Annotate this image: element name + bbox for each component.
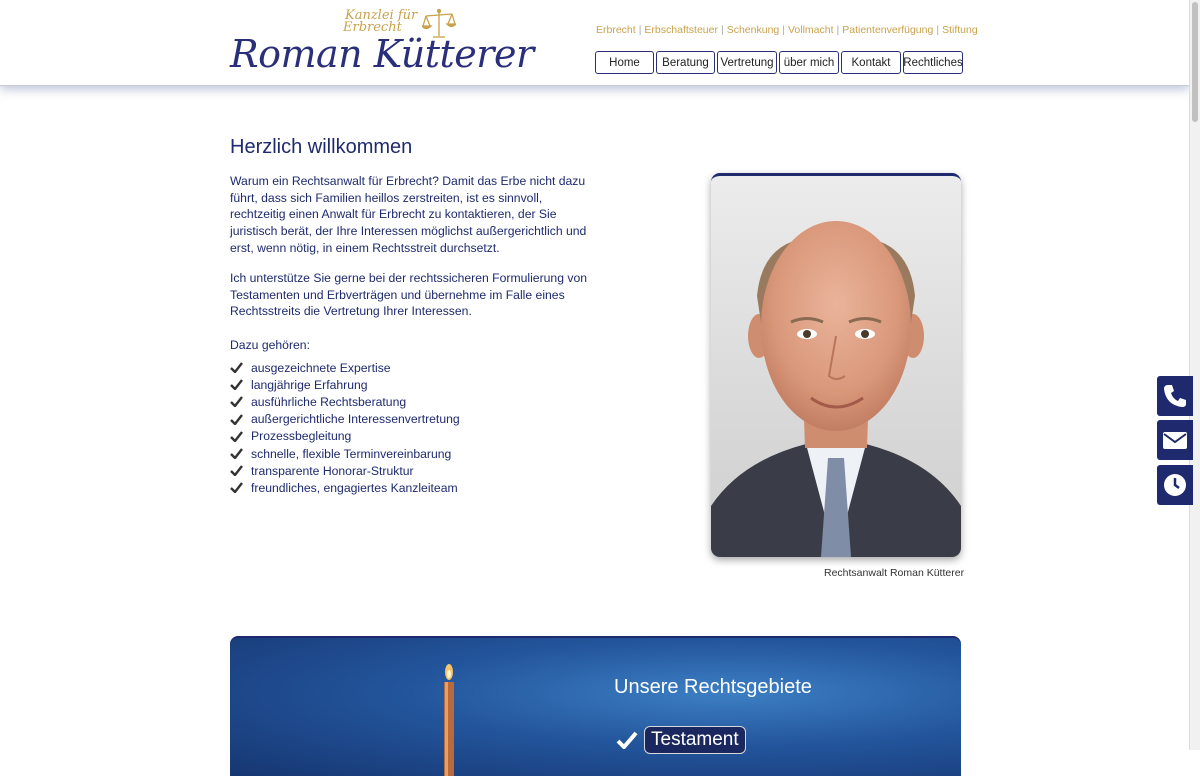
check-icon <box>230 362 243 373</box>
intro-paragraph: Warum ein Rechtsanwalt für Erbrecht? Damit das Erbe nicht dazu führt, dass sich Familien heillos zerstreiten, ist es sinnvoll, rechtzeitig einen Anwalt für Erbrecht zu kontaktieren, der Sie juristisch berät, der Ihre Interessen möglichst außergerichtlich und erst, wenn nötig, in einem Rechtsstreit durchsetzt. <box>230 174 587 255</box>
candle-image <box>442 664 456 776</box>
list-item: außergerichtliche Interessenvertretung <box>230 411 460 428</box>
topnav-erbrecht[interactable]: Erbrecht <box>596 24 636 36</box>
check-icon <box>230 448 243 459</box>
list-item: ausgezeichnete Expertise <box>230 359 460 376</box>
practice-area-testament-link[interactable]: Testament <box>644 726 746 754</box>
services-paragraph: Ich unterstütze Sie gerne bei der rechtssicheren Formulierung von Testamenten und Erbverträgen und übernehme im Falle eines Rechtsstreits die Vertretung Ihrer Interessen. <box>230 271 588 319</box>
topnav-stiftung[interactable]: Stiftung <box>942 24 978 36</box>
list-intro: Dazu gehören: <box>230 338 310 352</box>
practice-areas-title: Unsere Rechtsgebiete <box>614 676 812 698</box>
portrait-caption: Rechtsanwalt Roman Kütterer <box>824 567 965 579</box>
menu-kontakt-button[interactable]: Kontakt <box>841 51 901 74</box>
lawyer-portrait <box>711 173 961 557</box>
opening-hours-tab[interactable] <box>1157 465 1193 505</box>
list-item: freundliches, engagiertes Kanzleiteam <box>230 479 460 496</box>
scrollbar-thumb[interactable] <box>1192 2 1198 122</box>
check-icon <box>230 482 243 493</box>
main-menu <box>595 51 963 74</box>
list-item: transparente Honorar-Struktur <box>230 462 460 479</box>
check-icon <box>230 414 243 425</box>
check-icon <box>230 396 243 407</box>
page-title: Herzlich willkommen <box>230 136 413 158</box>
phone-icon <box>1162 383 1188 409</box>
phone-tab[interactable] <box>1157 376 1193 416</box>
menu-beratung-button[interactable]: Beratung <box>656 51 715 74</box>
benefits-list <box>230 359 460 497</box>
topnav-patientenverfuegung[interactable]: Patientenverfügung <box>842 24 934 36</box>
site-header <box>0 0 1190 86</box>
list-item: Prozessbegleitung <box>230 428 460 445</box>
logo-subtitle: Kanzlei für Erbrecht <box>343 8 418 35</box>
menu-vertretung-button[interactable]: Vertretung <box>717 51 777 74</box>
check-icon <box>616 731 638 749</box>
logo[interactable] <box>230 8 534 80</box>
practice-areas-box <box>230 636 961 776</box>
topnav-vollmacht[interactable]: Vollmacht <box>787 24 834 36</box>
list-item: ausführliche Rechtsberatung <box>230 393 460 410</box>
check-icon <box>230 465 243 476</box>
logo-name: Roman Kütterer <box>230 32 534 76</box>
envelope-icon <box>1162 427 1188 453</box>
topnav-erbschaftsteuer[interactable]: Erbschaftsteuer <box>644 24 718 36</box>
check-icon <box>230 431 243 442</box>
menu-home-button[interactable]: Home <box>595 51 654 74</box>
menu-rechtliches-button[interactable]: Rechtliches <box>903 51 963 74</box>
scrollbar[interactable] <box>1189 0 1200 750</box>
menu-ueber-mich-button[interactable]: über mich <box>779 51 839 74</box>
list-item: langjährige Erfahrung <box>230 376 460 393</box>
top-navigation: Erbrecht | Erbschaftsteuer | Schenkung | Vollmacht | Patientenverfügung | Stiftung <box>596 24 978 36</box>
topnav-schenkung[interactable]: Schenkung <box>726 24 780 36</box>
check-icon <box>230 379 243 390</box>
clock-icon <box>1162 472 1188 498</box>
email-tab[interactable] <box>1157 420 1193 460</box>
list-item: schnelle, flexible Terminvereinbarung <box>230 445 460 462</box>
